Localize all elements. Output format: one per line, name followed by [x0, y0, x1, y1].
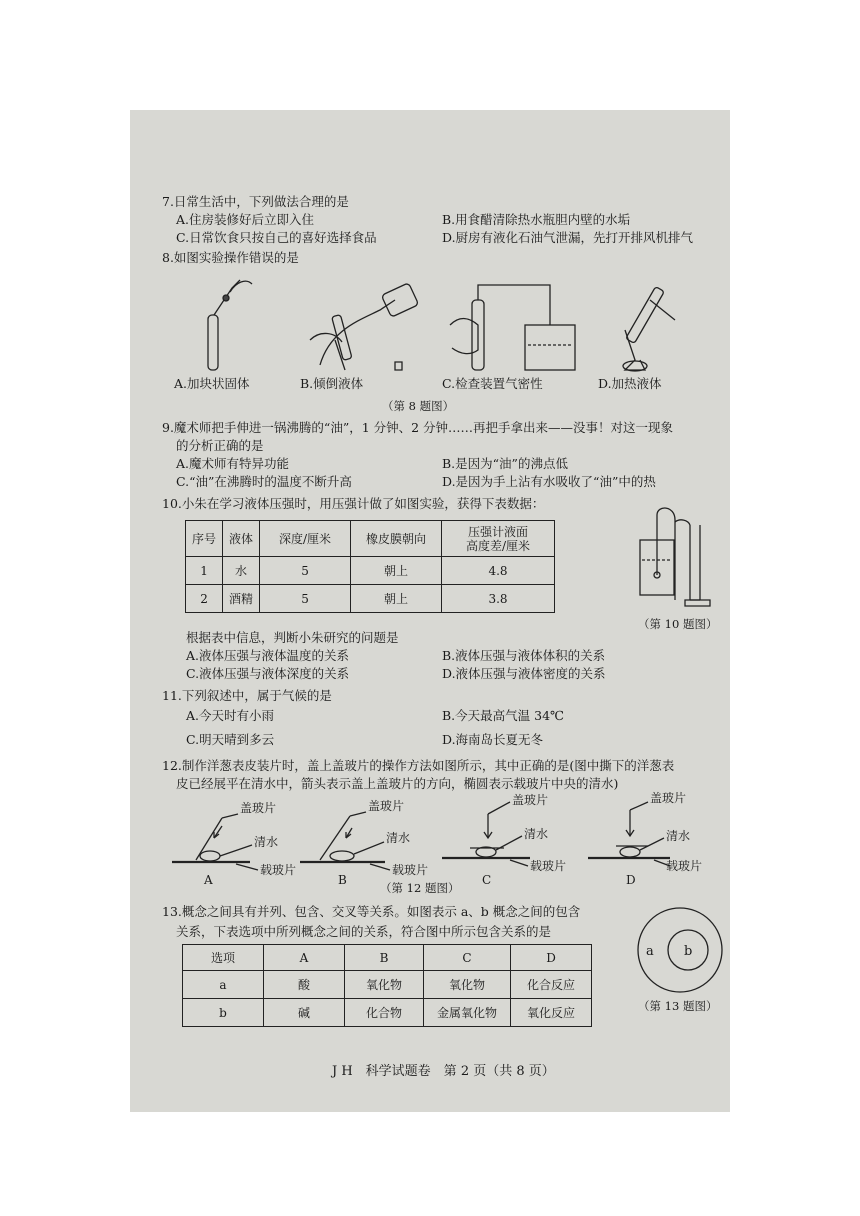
table-cell: a	[183, 971, 264, 999]
q10-option-a: A.液体压强与液体温度的关系	[186, 648, 350, 663]
table-cell: 化合反应	[511, 971, 592, 999]
q8-option-a: A.加块状固体	[174, 376, 250, 391]
q12-label-slide: 载玻片	[666, 859, 703, 873]
q13-header-cell: C	[424, 945, 511, 971]
q12-option-label: A	[204, 873, 213, 886]
q12-label-cover: 盖玻片	[512, 793, 549, 807]
table-cell: 酸	[264, 971, 345, 999]
q10-option-d: D.液体压强与液体密度的关系	[442, 666, 606, 681]
table-cell: 5	[260, 585, 351, 613]
q8-option-b: B.倾倒液体	[300, 376, 364, 391]
heating-liquid-illustration	[623, 287, 675, 371]
coverslip-diagram-d	[588, 802, 670, 866]
pressure-gauge-illustration	[630, 500, 720, 610]
q12-label-cover: 盖玻片	[240, 801, 277, 815]
q12-stem-line2: 皮已经展平在清水中，箭头表示盖上盖玻片的方向，椭圆表示载玻片中央的清水)	[176, 776, 619, 791]
q8-option-d: D.加热液体	[598, 376, 662, 391]
table-cell: 氧化物	[424, 971, 511, 999]
table-cell: 4.8	[442, 557, 555, 585]
q12-label-slide: 载玻片	[392, 863, 429, 877]
q10-header-cell: 序号	[186, 521, 223, 557]
q9-option-c: C.“油”在沸腾时的温度不断升高	[176, 474, 352, 489]
q11-option-d: D.海南岛长夏无冬	[442, 732, 544, 747]
q7-option-a: A.住房装修好后立即入住	[176, 212, 315, 227]
q13-header-cell: D	[511, 945, 592, 971]
coverslip-diagram-c	[442, 802, 530, 866]
q12-option-label: D	[626, 873, 636, 886]
page-footer: J H 科学试题卷 第 2 页（共 8 页）	[332, 1064, 555, 1079]
q8-stem: 8.如图实验操作错误的是	[162, 250, 299, 265]
table-cell: 1	[186, 557, 223, 585]
table-cell: 2	[186, 585, 223, 613]
q7-option-c: C.日常饮食只按自己的喜好选择食品	[176, 230, 377, 245]
q13-caption: （第 13 题图）	[638, 999, 718, 1013]
q12-label-water: 清水	[386, 831, 411, 845]
q12-option-label: C	[482, 873, 492, 886]
q9-option-a: A.魔术师有特异功能	[176, 456, 290, 471]
table-cell: 朝上	[351, 557, 442, 585]
outer-circle-label: a	[646, 944, 654, 959]
coverslip-diagram-b	[300, 812, 390, 870]
q10-option-c: C.液体压强与液体深度的关系	[186, 666, 350, 681]
q10-header-line: 高度差/厘米	[466, 538, 531, 553]
q9-option-b: B.是因为“油”的沸点低	[442, 456, 568, 471]
table-cell: 金属氧化物	[424, 999, 511, 1027]
q10-header-cell	[442, 521, 555, 557]
q7-option-b: B.用食醋清除热水瓶胆内壁的水垢	[442, 212, 631, 227]
gas-tightness-check-illustration	[450, 285, 575, 370]
q8-figure	[170, 270, 710, 376]
q11-option-a: A.今天时有小雨	[186, 708, 275, 723]
table-cell: 氧化物	[345, 971, 424, 999]
table-cell: 3.8	[442, 585, 555, 613]
q10-caption: （第 10 题图）	[638, 617, 718, 631]
table-cell: 碱	[264, 999, 345, 1027]
table-row	[183, 999, 592, 1027]
table-cell: 水	[223, 557, 260, 585]
q9-option-d: D.是因为手上沾有水吸收了“油”中的热	[442, 474, 656, 489]
q13-options-table	[182, 944, 592, 1027]
table-cell: 朝上	[351, 585, 442, 613]
q9-stem-line2: 的分析正确的是	[176, 438, 264, 453]
exam-page	[130, 110, 730, 1112]
q10-data-table	[185, 520, 555, 613]
q12-label-slide: 载玻片	[260, 863, 297, 877]
q10-header-line: 压强计液面	[468, 524, 529, 539]
q8-caption: （第 8 题图）	[382, 399, 455, 413]
table-cell: 酒精	[223, 585, 260, 613]
inner-circle-label: b	[684, 944, 693, 959]
q10-header-row	[186, 521, 555, 557]
q13-stem-line2: 关系，下表选项中所列概念之间的关系，符合图中所示包含关系的是	[176, 924, 552, 939]
inclusion-circles-diagram	[628, 906, 728, 996]
q10-option-b: B.液体压强与液体体积的关系	[442, 648, 606, 663]
q10-header-cell: 深度/厘米	[260, 521, 351, 557]
q12-label-cover: 盖玻片	[368, 799, 405, 813]
q12-option-label: B	[338, 873, 347, 886]
q13-header-row	[183, 945, 592, 971]
table-cell: 5	[260, 557, 351, 585]
q10-header-cell: 液体	[223, 521, 260, 557]
q8-option-c: C.检查装置气密性	[442, 376, 543, 391]
coverslip-diagram-a	[172, 814, 258, 870]
q11-option-b: B.今天最高气温 34℃	[442, 708, 565, 723]
q10-header-cell: 橡皮膜朝向	[351, 521, 442, 557]
q12-label-slide: 载玻片	[530, 859, 567, 873]
q12-stem-line1: 12.制作洋葱表皮装片时，盖上盖玻片的操作方法如图所示，其中正确的是(图中撕下的洋葱表	[162, 758, 675, 773]
q7-stem: 7.日常生活中，下列做法合理的是	[162, 194, 349, 209]
q11-stem: 11.下列叙述中，属于气候的是	[162, 688, 332, 703]
test-tube-solid-illustration	[208, 280, 252, 370]
pouring-liquid-illustration	[310, 283, 419, 370]
q13-header-cell: B	[345, 945, 424, 971]
q12-label-water: 清水	[524, 827, 549, 841]
table-row	[186, 585, 555, 613]
q13-header-cell: A	[264, 945, 345, 971]
q12-label-cover: 盖玻片	[650, 791, 687, 805]
table-cell: 化合物	[345, 999, 424, 1027]
q12-caption: （第 12 题图）	[380, 881, 460, 895]
q11-option-c: C.明天晴到多云	[186, 732, 275, 747]
q12-label-water: 清水	[666, 829, 691, 843]
q10-stem2: 根据表中信息，判断小朱研究的问题是	[186, 630, 399, 645]
q7-option-d: D.厨房有液化石油气泄漏，先打开排风机排气	[442, 230, 694, 245]
table-cell: 氧化反应	[511, 999, 592, 1027]
q13-header-cell: 选项	[183, 945, 264, 971]
q10-stem: 10.小朱在学习液体压强时，用压强计做了如图实验，获得下表数据：	[162, 496, 545, 511]
table-row	[183, 971, 592, 999]
table-row	[186, 557, 555, 585]
q13-stem-line1: 13.概念之间具有并列、包含、交叉等关系。如图表示 a、b 概念之间的包含	[162, 904, 581, 919]
q12-figure	[170, 790, 710, 886]
table-cell: b	[183, 999, 264, 1027]
q9-stem-line1: 9.魔术师把手伸进一锅沸腾的“油”，1 分钟、2 分钟……再把手拿出来——没事！对这一现象	[162, 420, 674, 435]
q12-label-water: 清水	[254, 835, 279, 849]
